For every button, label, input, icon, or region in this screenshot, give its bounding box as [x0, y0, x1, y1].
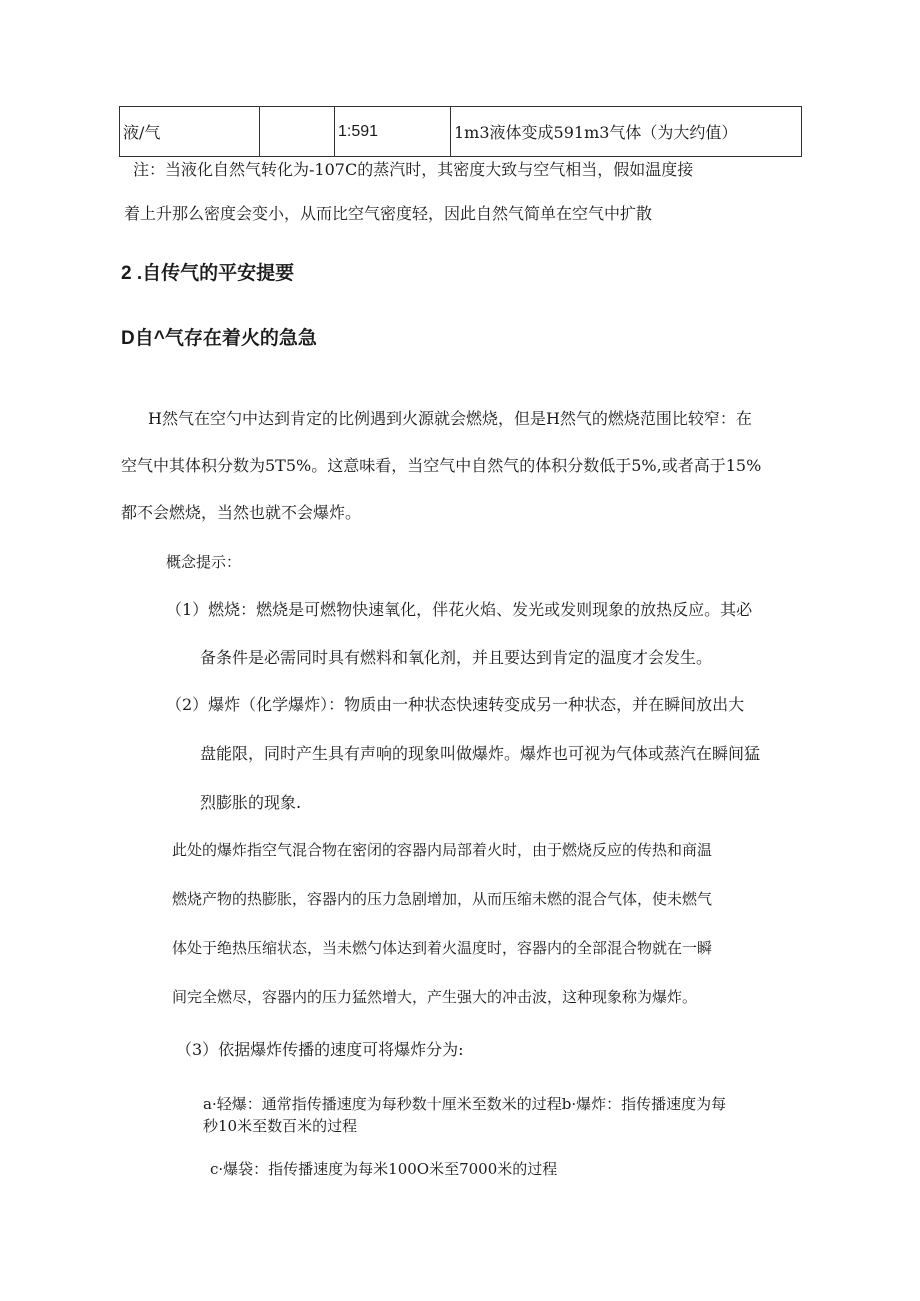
- paragraph-1-line-2: 空气中其体积分数为5T5%。这意味看，当空气中自然气的体积分数低于5%,或者高于15%: [121, 456, 762, 475]
- table-cell: 液/气: [120, 107, 260, 157]
- table-cell: 1m3液体变成591m3气体（为大约值）: [451, 107, 802, 157]
- paragraph-2-line-4: 间完全燃尽，容器内的压力猛然增大，产生强大的冲击波，这种现象称为爆炸。: [172, 988, 698, 1006]
- paragraph-2-line-1: 此处的爆炸指空气混合物在密闭的容器内局部着火时，由于燃烧反应的传热和商温: [172, 841, 713, 859]
- paragraph-2-line-3: 体处于绝热压缩状态，当未燃勺体达到着火温度时，容器内的全部混合物就在一瞬: [172, 939, 713, 957]
- table-cell: [260, 107, 335, 157]
- item-3c-line: c·爆袋：指传播速度为每米100O米至7000米的过程: [210, 1160, 558, 1178]
- concept-item-2-line-1: （2）爆炸（化学爆炸）：物质由一种状态快速转变成另一种状态，并在瞬间放出大: [166, 695, 745, 714]
- item-3-line: （3）依据爆炸传播的速度可将爆炸分为:: [176, 1040, 464, 1059]
- concept-item-1-line-2: 备条件是必需同时具有燃料和氧化剂，并且要达到肯定的温度才会发生。: [200, 648, 713, 667]
- section-heading: 2 .自传气的平安提要: [121, 263, 295, 284]
- item-3a-line-1: a·轻爆：通常指传播速度为每秒数十厘米至数米的过程b·爆炸：指传播速度为每: [203, 1095, 727, 1113]
- paragraph-2-line-2: 燃烧产物的热膨胀，容器内的压力急剧增加，从而压缩未燃的混合气体，使未燃气: [172, 890, 713, 908]
- paragraph-1-line-3: 都不会燃烧，当然也就不会爆炸。: [121, 503, 362, 522]
- properties-table: [119, 106, 802, 157]
- concept-item-2-line-2: 盘能限，同时产生具有声响的现象叫做爆炸。爆炸也可视为气体或蒸汽在瞬间猛: [200, 744, 761, 763]
- concept-item-2-line-3: 烈膨胀的现象.: [200, 793, 302, 812]
- note-line-1: 注：当液化自然气转化为-107C的蒸汽时，其密度大致与空气相当，假如温度接: [133, 160, 694, 179]
- section-subheading: D自^气存在着火的急急: [121, 328, 317, 349]
- table-cell: 1:591: [335, 107, 451, 157]
- note-line-2: 着上升那么密度会变小，从而比空气密度轻，因此自然气简单在空气中扩散: [124, 204, 653, 223]
- paragraph-1-line-1: H然气在空勺中达到肯定的比例遇到火源就会燃烧，但是H然气的燃烧范围比较窄：在: [148, 409, 752, 428]
- concept-item-1-line-1: （1）燃烧：燃烧是可燃物快速氧化，伴花火焰、发光或发则现象的放热反应。其必: [166, 600, 753, 619]
- item-3a-line-2: 秒10米至数百米的过程: [203, 1117, 358, 1135]
- table-row: [120, 107, 802, 157]
- concept-title: 概念提示：: [166, 553, 242, 571]
